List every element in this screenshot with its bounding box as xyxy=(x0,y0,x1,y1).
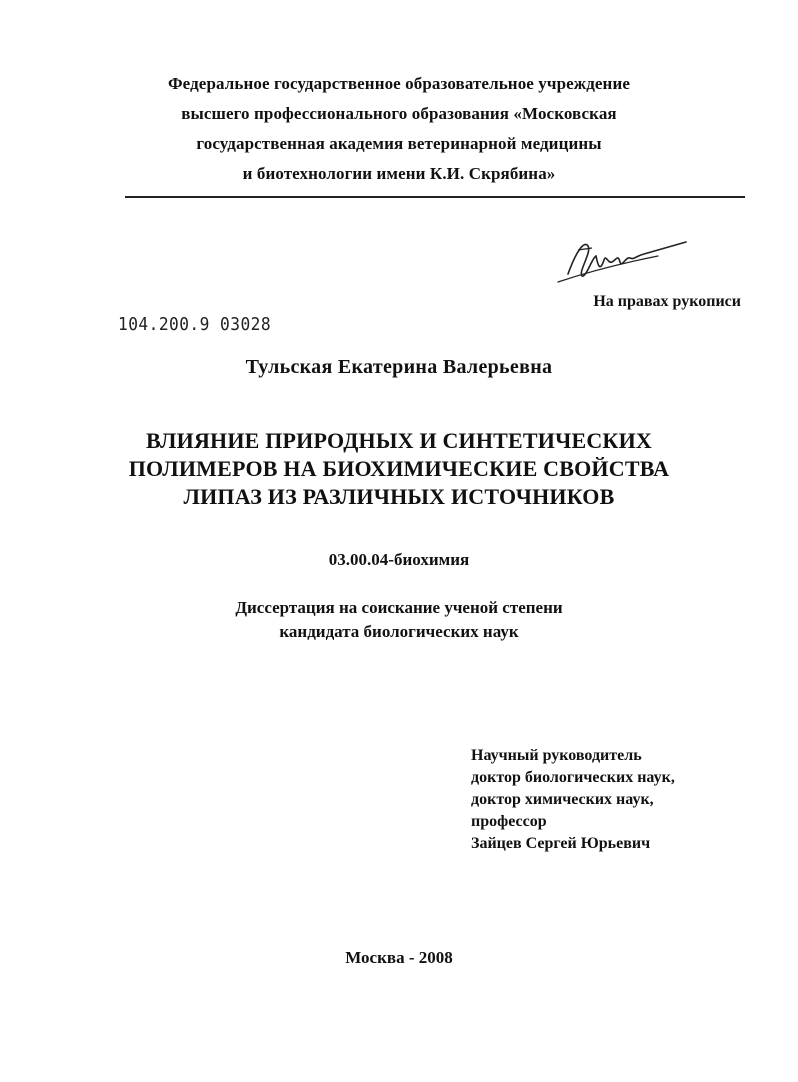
institution-line-4: и биотехнологии имени К.И. Скрябина» xyxy=(242,164,556,183)
header-divider xyxy=(125,196,745,198)
title-line-1: ВЛИЯНИЕ ПРИРОДНЫХ И СИНТЕТИЧЕСКИХ xyxy=(146,428,652,453)
city-year: Москва - 2008 xyxy=(345,948,453,967)
title-line-2: ПОЛИМЕРОВ НА БИОХИМИЧЕСКИЕ СВОЙСТВА xyxy=(128,456,670,481)
supervisor-line-4: профессор xyxy=(471,813,547,830)
supervisor-line-1: Научный руководитель xyxy=(471,747,642,764)
dissertation-line-1: Диссертация на соискание ученой степени xyxy=(235,598,563,617)
dissertation-line-2: кандидата биологических наук xyxy=(279,622,519,641)
signature-icon xyxy=(548,232,698,292)
supervisor-line-5: Зайцев Сергей Юрьевич xyxy=(471,835,651,852)
author-name: Тульская Екатерина Валерьевна xyxy=(245,356,553,378)
registration-stamp: 104.200.9 03028 xyxy=(118,314,272,335)
manuscript-note: На правах рукописи xyxy=(593,293,741,310)
specialty-code: 03.00.04-биохимия xyxy=(328,550,470,569)
institution-line-1: Федеральное государственное образовательное учреждение xyxy=(167,74,630,93)
institution-line-2: высшего профессионального образования «Московская xyxy=(181,104,617,123)
supervisor-line-2: доктор биологических наук, xyxy=(471,769,675,786)
title-line-3: ЛИПАЗ ИЗ РАЗЛИЧНЫХ ИСТОЧНИКОВ xyxy=(183,484,615,509)
supervisor-line-3: доктор химических наук, xyxy=(471,791,654,808)
institution-line-3: государственная академия ветеринарной медицины xyxy=(196,134,602,153)
